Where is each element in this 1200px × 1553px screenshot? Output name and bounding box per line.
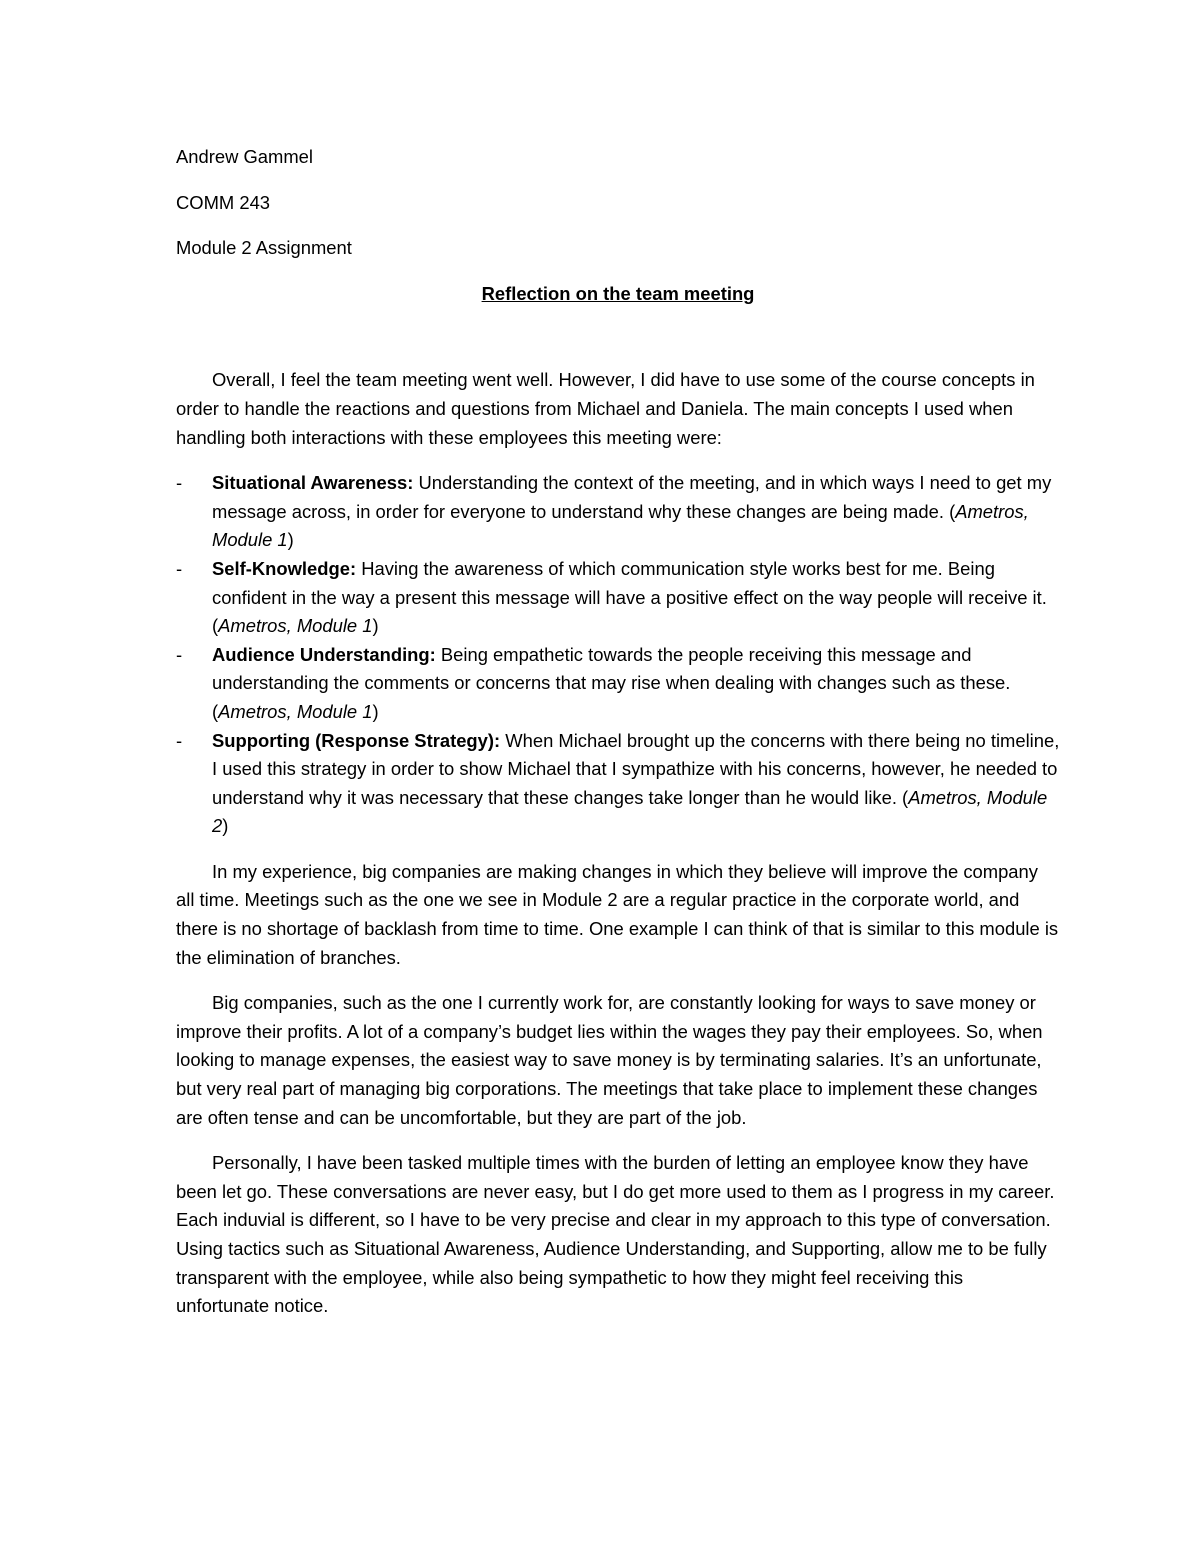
concept-term: Audience Understanding: <box>212 643 436 665</box>
concept-item-self-knowledge <box>176 555 1060 641</box>
citation-close: ) <box>222 815 229 837</box>
citation-module: Module 2 <box>212 786 1048 837</box>
citation-module: Module 1 <box>291 700 373 722</box>
concept-text: Understanding the context of the meeting, and in which ways I need to get my message across, in order for everyone to understand why these changes are being made. ( <box>212 472 1052 522</box>
concept-item-audience-understanding <box>176 641 1060 727</box>
concept-item-situational-awareness <box>176 469 1060 555</box>
citation-close: ) <box>372 700 379 722</box>
course-code: COMM 243 <box>176 191 271 213</box>
author-name: Andrew Gammel <box>176 146 313 167</box>
concept-item-supporting <box>176 727 1060 841</box>
body-paragraph-big-companies: Big companies, such as the one I currently work for, are constantly looking for ways to save money or improve their profits. A lot of a company’s budget lies within the wages they pay their employees. So, when looking to manage expenses, the easiest way to save money is by terminating salaries. It’s an unfortunate, but very real part of managing big corporations. The meetings that take place to implement these changes are often tense and can be uncomfortable, but they are part of the job. <box>176 992 1043 1128</box>
list-dash: - <box>176 729 183 751</box>
body-paragraph-personally: Personally, I have been tasked multiple times with the burden of letting an employee know they have been let go. These conversations are never easy, but I do get more used to them as I progress in my career. Each induvial is different, so I have to be very precise and clear in my approach to this type of conversation. Using tactics such as Situational Awareness, Audience Understanding, and Supporting, allow me to be fully transparent with the employee, while also being sympathetic to how they might feel receiving this unfortunate notice. <box>176 1152 1055 1317</box>
concept-list <box>176 469 1060 841</box>
assignment-name: Module 2 Assignment <box>176 237 352 259</box>
citation-module: Module 1 <box>212 529 288 551</box>
body-paragraph-experience: In my experience, big companies are making changes in which they believe will improve the company all time. Meetings such as the one we see in Module 2 are a regular practice in the corporate world, and there is no shortage of backlash from time to time. One example I can think of that is similar to this module is the elimination of branches. <box>176 860 1059 968</box>
concept-text: When Michael brought up the concerns with there being no timeline, I used this strategy in order to show Michael that I sympathize with his concerns, however, he needed to understand why it was necessary that these changes take longer than he would like. ( <box>212 729 1060 808</box>
document-title: Reflection on the team meeting <box>481 282 755 304</box>
list-dash: - <box>176 472 183 494</box>
concept-text: Being empathetic towards the people receiving this message and understanding the comments or concerns that may rise when dealing with changes such as these. ( <box>212 643 1011 722</box>
citation-module: Module 1 <box>291 615 373 637</box>
concept-term: Supporting (Response Strategy): <box>212 729 501 751</box>
citation-source: Ametros, <box>218 615 292 637</box>
list-dash: - <box>176 643 183 665</box>
concept-term: Self-Knowledge: <box>212 557 357 579</box>
citation-close: ) <box>287 529 294 551</box>
citation-source: Ametros, <box>955 500 1029 522</box>
list-dash: - <box>176 557 183 579</box>
citation-source: Ametros, <box>218 700 292 722</box>
intro-paragraph: Overall, I feel the team meeting went well. However, I did have to use some of the course concepts in order to handle the reactions and questions from Michael and Daniela. The main concepts I used when handling both interactions with these employees this meeting were: <box>176 369 1035 448</box>
concept-text: Having the awareness of which communication style works best for me. Being confident in the way a present this message will have a positive effect on the way people will receive it. ( <box>212 557 1047 637</box>
concept-term: Situational Awareness: <box>212 472 414 494</box>
citation-close: ) <box>372 615 379 637</box>
citation-source: Ametros, <box>908 786 982 808</box>
